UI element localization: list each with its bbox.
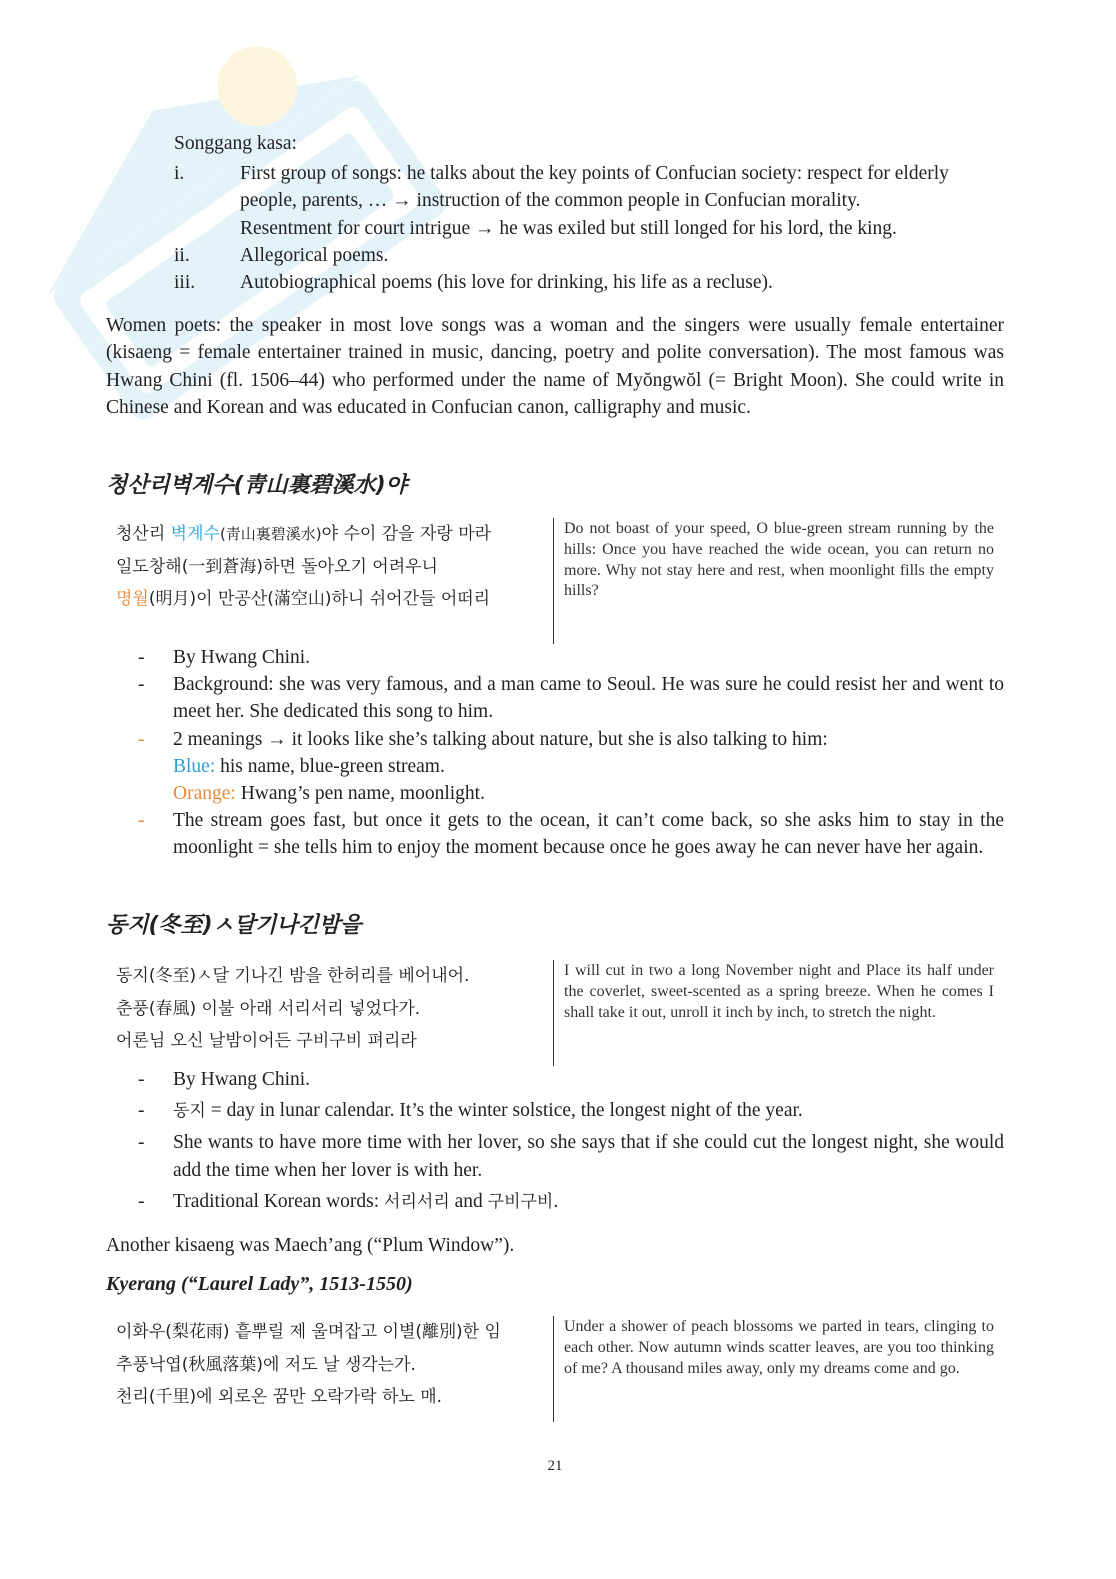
poem2-korean-line3: 어론님 오신 날밤이어든 구비구비 펴리라 — [116, 1031, 417, 1051]
poem3-korean — [116, 1316, 501, 1414]
note-text: his name, blue-green stream. — [215, 755, 445, 777]
poem1-korean-line3 — [116, 583, 491, 616]
kor-hanja: (靑山裏碧溪水) — [219, 525, 322, 543]
orange-label: Orange: — [173, 783, 236, 805]
list-item: - The stream goes fast, but once it gets to the ocean, it can’t come back, so she asks him to stay in the moonlight = she tells him to enjoy the moment because once he goes away he can never have her again. — [138, 810, 1004, 859]
poem3-english: Under a shower of peach blossoms we parted in tears, clinging to each other. Now autumn winds scatter leaves, are you too thinking of me? A thousand miles away, only my dreams come and go. — [564, 1318, 994, 1377]
list-text: Autobiographical poems (his love for drinking, his life as a recluse). — [240, 272, 773, 293]
list-number: ii. — [174, 245, 190, 266]
note-text: and — [449, 1190, 488, 1212]
page-number: 21 — [547, 1458, 563, 1474]
divider-line — [553, 518, 554, 644]
list-item: - 동지 = day in lunar calendar. It’s the winter solstice, the longest night of the year. — [138, 1100, 803, 1122]
poem2-notes — [138, 1066, 1004, 1216]
kor-term: 구비구비 — [487, 1191, 554, 1212]
list-number: iii. — [174, 272, 196, 293]
poem2-english: I will cut in two a long November night and Place its half under the coverlet, sweet-scented as a spring breeze. When he comes I shall take it out, unroll it inch by inch, to stretch the night. — [564, 962, 994, 1021]
another-kisaeng-paragraph: Another kisaeng was Maech’ang (“Plum Window”). — [106, 1235, 515, 1256]
list-number: i. — [174, 163, 185, 184]
kor-highlight-blue: 벽계수 — [170, 524, 220, 544]
poem3-heading: Kyerang (“Laurel Lady”, 1513-1550) — [106, 1273, 413, 1295]
list-item: - She wants to have more time with her lover, so she says that if she could cut the longest night, she would add the time when her lover is with her. — [138, 1132, 1004, 1181]
list-text: Allegorical poems. — [240, 245, 389, 266]
list-item: - Background: she was very famous, and a man came to Seoul. He was sure he could resist her and went to meet her. She dedicated this song to him. — [138, 674, 1004, 723]
note-text: The stream goes fast, but once it gets to the ocean, it can’t come back, so she asks him to stay in the moonlight = she tells him to enjoy the moment because once he goes away he can never have her again. — [173, 810, 1004, 859]
poem1-heading: 청산리벽계수(靑山裏碧溪水)야 — [106, 473, 407, 498]
note-text: 2 meanings → it looks like she’s talking about nature, but she is also talking to him: — [173, 728, 828, 750]
poem3-korean-line1: 이화우(梨花雨) 흩뿌릴 제 울며잡고 이별(離別)한 임 — [116, 1322, 501, 1342]
poem2-korean-line1: 동지(冬至)ㅅ달 기나긴 밤을 한허리를 베어내어. — [116, 966, 470, 986]
list-item: - By Hwang Chini. — [138, 1069, 311, 1090]
poem3-korean-line2: 추풍낙엽(秋風落葉)에 저도 날 생각는가. — [116, 1354, 416, 1375]
note-text: Hwang’s pen name, moonlight. — [235, 783, 485, 805]
kor-text: 야 수이 감을 자랑 마라 — [321, 524, 492, 544]
list-text: First group of songs: he talks about the key points of Confucian society: respect for elderly people, parents, … → instruction of the common people in Confucian morality. — [240, 163, 949, 211]
songgang-title: Songgang kasa: — [174, 133, 297, 154]
note-text: Background: she was very famous, and a man came to Seoul. He was sure he could resist her and went to meet her. She dedicated this song to him. — [173, 674, 1004, 723]
poem2-heading: 동지(冬至)ㅅ달기나긴밤을 — [106, 913, 362, 938]
poem1-korean — [116, 518, 491, 616]
poem2-korean — [116, 960, 469, 1058]
divider-line — [553, 960, 554, 1066]
poem1-korean-line1 — [116, 518, 491, 551]
kor-highlight-orange: 명월 — [116, 589, 149, 609]
list-item: - Traditional Korean words: 서리서리 and 구비구비. — [138, 1190, 559, 1212]
note-text: By Hwang Chini. — [173, 1069, 311, 1090]
note-text: By Hwang Chini. — [173, 647, 311, 668]
divider-line — [553, 1316, 554, 1422]
kor-term: 동지 — [173, 1101, 206, 1122]
blue-label: Blue: — [173, 755, 216, 777]
poem1-korean-line2: 일도창해(一到蒼海)하면 돌아오기 어려우니 — [116, 556, 438, 577]
poem1-notes — [138, 644, 1004, 862]
poem1-english: Do not boast of your speed, O blue-green stream running by the hills: Once you have reached the wide ocean, you can return no more. Why not stay here and rest, when moonlight fills the empty hills? — [564, 520, 994, 600]
kor-text: (明月)이 만공산(滿空山)하니 쉬어간들 어떠리 — [148, 589, 491, 609]
poem2-korean-line2: 춘풍(春風) 이불 아래 서리서리 넣었다가. — [116, 998, 421, 1019]
note-text: = day in lunar calendar. It’s the winter solstice, the longest night of the year. — [205, 1100, 803, 1122]
note-text: Traditional Korean words: — [173, 1190, 385, 1212]
list-text: Resentment for court intrigue → he was exiled but still longed for his lord, the king. — [240, 218, 897, 239]
list-item: - By Hwang Chini. — [138, 647, 311, 668]
kor-term: 서리서리 — [384, 1191, 450, 1212]
list-item: - 2 meanings → it looks like she’s talking about nature, but she is also talking to him: Blue: his name, blue-green stream. Orange: Hwang’s pen name, moonlight. — [138, 728, 828, 805]
note-text: . — [553, 1190, 559, 1212]
note-text: She wants to have more time with her lover, so she says that if she could cut the longest night, she would add the time when her lover is with her. — [173, 1132, 1004, 1181]
women-poets-paragraph: Women poets: the speaker in most love songs was a woman and the singers were usually female entertainer (kisaeng = female entertainer trained in music, dancing, poetry and polite conversation). The most famous was Hwang Chini (fl. 1506–44) who performed under the name of Myŏngwŏl (= Bright Moon). She could write in Chinese and Korean and was educated in Confucian canon, calligraphy and music. — [106, 315, 1004, 419]
poem3-korean-line3: 천리(千里)에 외로온 꿈만 오락가락 하노 매. — [116, 1387, 443, 1407]
kor-text: 청산리 — [116, 524, 171, 544]
